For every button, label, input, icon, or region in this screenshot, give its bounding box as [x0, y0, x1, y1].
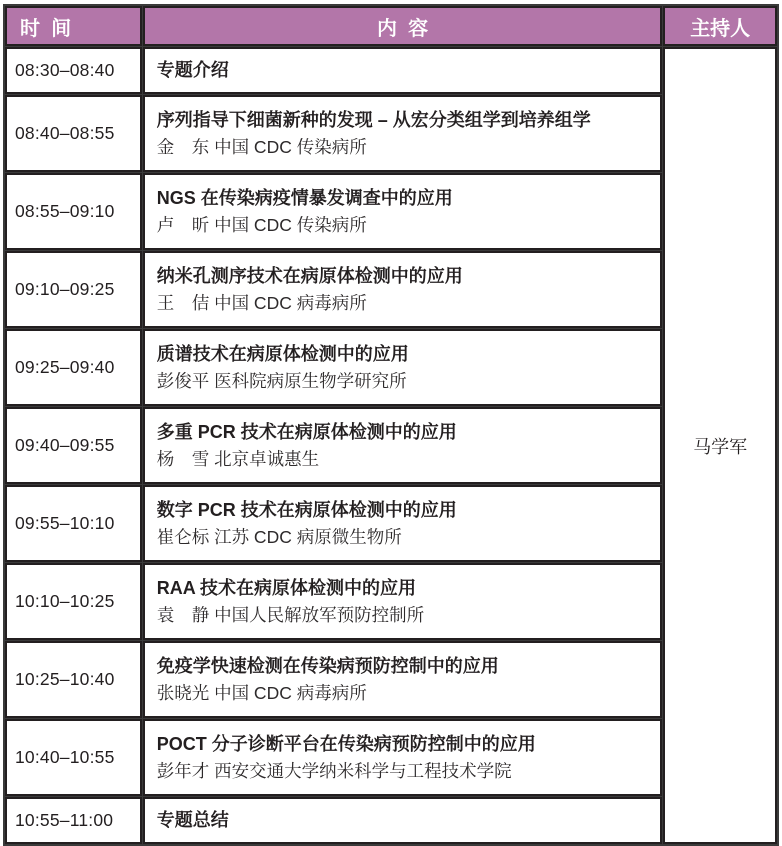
time-cell: 09:25–09:40: [5, 329, 142, 406]
content-cell: [143, 563, 663, 640]
time-cell: 09:10–09:25: [5, 251, 142, 328]
time-cell: 10:40–10:55: [5, 719, 142, 796]
header-row: [5, 6, 777, 46]
content-cell: [143, 797, 663, 844]
content-cell: [143, 47, 663, 94]
content-cell: [143, 251, 663, 328]
table-row: [5, 173, 777, 250]
content-cell: [143, 407, 663, 484]
talk-title: POCT 分子诊断平台在传染病预防控制中的应用: [156, 733, 536, 754]
column-header-moderator: 主持人: [663, 6, 777, 46]
time-cell: 10:55–11:00: [5, 797, 142, 844]
time-cell: 08:30–08:40: [5, 47, 142, 94]
session-title: 专题介绍: [156, 60, 229, 80]
talk-title: NGS 在传染病疫情暴发调查中的应用: [156, 187, 453, 208]
table-row: [5, 641, 777, 718]
content-cell: [143, 641, 663, 718]
content-cell: [143, 485, 663, 562]
table-row: [5, 95, 777, 172]
column-header-content: 内 容: [143, 6, 663, 46]
time-cell: 10:25–10:40: [5, 641, 142, 718]
talk-title: 数字 PCR 技术在病原体检测中的应用: [156, 499, 457, 520]
time-cell: 08:55–09:10: [5, 173, 142, 250]
talk-speaker: 卢 昕 中国 CDC 传染病所: [156, 214, 367, 235]
talk-speaker: 杨 雪 北京卓诚惠生: [156, 448, 320, 469]
talk-speaker: 彭俊平 医科院病原生物学研究所: [156, 370, 407, 391]
table-row: [5, 797, 777, 844]
talk-title: 序列指导下细菌新种的发现 – 从宏分类组学到培养组学: [156, 109, 591, 130]
talk-title: 多重 PCR 技术在病原体检测中的应用: [156, 421, 457, 442]
table-row: [5, 719, 777, 796]
time-cell: 10:10–10:25: [5, 563, 142, 640]
talk-speaker: 彭年才 西安交通大学纳米科学与工程技术学院: [156, 760, 512, 781]
talk-title: RAA 技术在病原体检测中的应用: [156, 577, 417, 598]
content-cell: [143, 719, 663, 796]
talk-speaker: 袁 静 中国人民解放军预防控制所: [156, 604, 425, 625]
table-row: [5, 47, 777, 94]
column-header-time: 时 间: [5, 6, 142, 46]
table-row: [5, 407, 777, 484]
talk-speaker: 张晓光 中国 CDC 病毒病所: [156, 682, 367, 703]
talk-title: 纳米孔测序技术在病原体检测中的应用: [156, 265, 463, 286]
moderator-cell: 马学军: [663, 47, 777, 844]
table-row: [5, 485, 777, 562]
content-cell: [143, 329, 663, 406]
talk-title: 质谱技术在病原体检测中的应用: [156, 343, 409, 364]
table-row: [5, 563, 777, 640]
time-cell: 08:40–08:55: [5, 95, 142, 172]
talk-title: 免疫学快速检测在传染病预防控制中的应用: [156, 655, 499, 676]
talk-speaker: 王 佶 中国 CDC 病毒病所: [156, 292, 367, 313]
content-cell: [143, 95, 663, 172]
schedule-table: [3, 4, 779, 846]
table-row: [5, 251, 777, 328]
time-cell: 09:40–09:55: [5, 407, 142, 484]
content-cell: [143, 173, 663, 250]
talk-speaker: 金 东 中国 CDC 传染病所: [156, 136, 367, 157]
table-row: [5, 329, 777, 406]
talk-speaker: 崔仑标 江苏 CDC 病原微生物所: [156, 526, 402, 547]
time-cell: 09:55–10:10: [5, 485, 142, 562]
session-title: 专题总结: [156, 810, 229, 830]
